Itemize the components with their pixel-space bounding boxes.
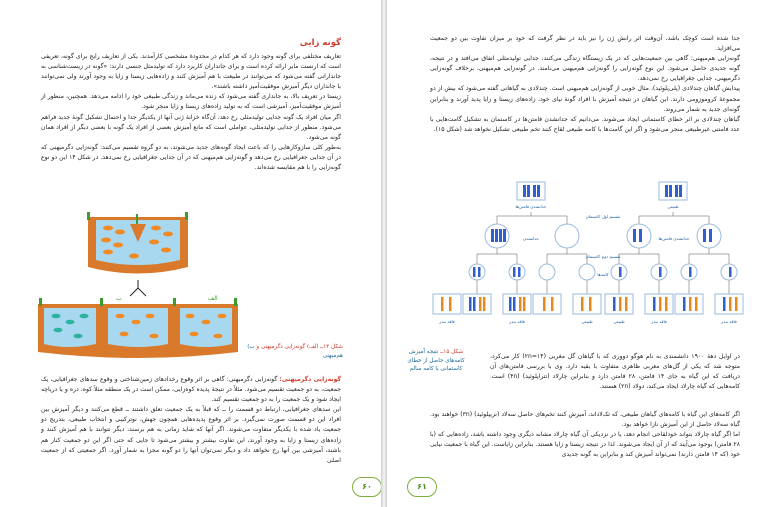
paragraph: پیدایش گیاهان چندلادی (پلی‌پلوئید)، مثال خوبی از گونه‌زایی هم‌میهنی است. چندلادی به گیاهانی گفته می‌شود که بیش از دو مجموعهٔ کروموزومی دارند. این گیاهان در نتیجه آمیزش با افراد گونهٔ نیای خود، زاده‌های زیستا و زایا پدید آورند و بنابراین گونه‌ای جدید به شمار می‌روند.: [430, 85, 740, 113]
fate-label: فاقد بندر: [509, 319, 525, 324]
fish: [151, 226, 161, 231]
paragraph: این سدهای جغرافیایی، ارتباط دو قسمت را ــ که قبلاً به یک جمعیت تعلق داشتند ــ قطع می‌کنند و دیگر آمیزش بین افراد این دو قسمت صورت نمی‌گیرد. بر اثر وقوع پدیده‌هایی همچون جهش، نوترکیبی و انتخاب طبیعی، بتدریج دو جمعیت یاد شده با یکدیگر متفاوت می‌شوند. اگر آنها که شاید زمانی به هم برسند، دیگر نتوانند با هم آمیزش کنند و زاده‌های زیستا و زایا به وجود آورند، این تفاوت بیشتر و بیشتر می‌شود تا جایی که حتی اگر این دو جمعیت کنار هم باشند، آمیزشی بین آنها رخ نخواهد داد و دیگر نمی‌توان آنها را دو گونه مجزا به شمار آورد. اگر جمعیتی که از جمعیت اصلی: [41, 406, 341, 464]
bottom-basin-water-left: [44, 308, 96, 347]
fate-label: طبیعی: [581, 319, 593, 324]
bottom-basin-water-right: [180, 308, 232, 347]
fate-label: فاقد بندر: [721, 319, 737, 324]
paragraph: اگر میان افراد یک گونه جدایی تولیدمثلی رخ دهد، آن‌گاه خزانهٔ ژنی آنها از یکدیگر جدا و احتمال تشکیل گونهٔ جدید فراهم می‌شود. منظور از جدایی تولیدمثلی، عواملی است که مانع آمیزش بعضی از افراد یک گونه با بعضی دیگر از افراد همان گونه می‌شود.: [41, 113, 341, 141]
fish: [54, 328, 63, 333]
branch-arrows: [130, 280, 146, 296]
page-number: ۶۰: [352, 477, 381, 497]
plant: [136, 214, 138, 224]
page-number: ۶۱: [407, 477, 437, 497]
fish: [149, 240, 159, 245]
paragraph: زیستا در تعریف بالا، به جانداری گفته می‌شود که زنده می‌ماند و زندگی طبیعی خود را ادامه می‌دهد. همچنین، منظور از آمیزش موفقیت‌آمیز، آمیزشی است که به تولید زاده‌های زیستا و زایا منجر شود.: [41, 93, 341, 111]
polyploidy-text-continued: [430, 410, 740, 460]
sympatric-text: [430, 34, 740, 135]
fish: [186, 314, 195, 319]
caption-rest: ب) هم‌میهنی: [247, 344, 343, 359]
nondisjunction-label-left: جدانشدن: [522, 236, 540, 241]
figure-14-caption: [243, 343, 343, 360]
parent-label-left: جدانشدن فامتن‌ها: [515, 204, 547, 209]
paragraph: گونه‌زایی هم‌میهنی: گاهی بین جمعیت‌هایی که در یک زیستگاه زندگی می‌کنند، جدایی تولیدمثلی اتفاق می‌افتد و در نتیجه، گونه جدیدی حاصل می‌شود. این نوع گونه‌زایی را گونه‌زایی هم‌میهنی می‌نامند. در گونه‌زایی هم‌میهنی، برخلاف گونه‌زایی دگرمیهنی، جدایی جغرافیایی رخ نمی‌دهد.: [430, 55, 740, 83]
caption-key: شکل ۱۵ــ: [440, 349, 464, 355]
allopatric-text: [41, 375, 341, 466]
fish: [80, 314, 89, 319]
fish: [129, 254, 139, 259]
left-page: [0, 0, 381, 507]
paragraph: اگر کامه‌های این گیاه با کامه‌های گیاهان طبیعی، که تک‌لاد‌اند، آمیزش کنند تخم‌های حاصل سه‌لاد (تریپلوئید) (۳n) خواهند بود. گیاه سه‌لاد حاصل از این آمیزش نازا خواهد بود.: [430, 411, 740, 429]
fish: [218, 314, 227, 319]
meiosis-1-label: تقسیم اول کاستمان: [585, 214, 621, 219]
polyploidy-text: [490, 352, 740, 392]
fish: [101, 238, 111, 243]
figure-label-b: ب: [116, 295, 122, 302]
meiosis-2-label: تقسیم دوم کاستمان: [585, 254, 621, 259]
paragraph: [41, 375, 341, 405]
meiosis-diagram: [427, 178, 747, 343]
nondisjunction-label-right: جدانشدن فامتن‌ها: [658, 236, 690, 241]
gametes-label: کامه‌ها: [597, 272, 609, 277]
fish: [115, 230, 125, 235]
fish: [66, 320, 75, 325]
paragraph-body: گونه‌زایی دگرمیهنی: گاهی بر اثر وقوع رخدادهای زمین‌شناختی و وقوع سدهای جغرافیایی، یک جمعیت، به دو جمعیت تقسیم می‌شود. مثلاً در نتیجهٔ پدیده کوه‌زایی، ممکن است در یک منطقه مثلاً کوه، دره و یا دریاچه ایجاد شود و یک جمعیت را به دو جمعیت تقسیم کند.: [41, 376, 341, 404]
plant: [234, 298, 237, 306]
fish: [103, 250, 113, 255]
fish: [202, 320, 211, 325]
paragraph: اما اگر گیاه چارلاد بتواند خودلقاحی انجام دهد، یا در نزدیکی آن گیاه چارلاد مشابه دیگری وجود داشته باشد، زاده‌هایی که (با ۲۸ فامتن) بوجود می‌آیند که از آن ایجاد می‌شوند. لذا در نتیجه زیستا و زایا هستند. بنابراین زایاست. این گیاه با جمعیت نیایی خود (که ۱۴ فامتن دارند) نمی‌تواند آمیزش کند و بنابراین به گونه جدیدی: [430, 431, 740, 459]
plant: [173, 298, 176, 306]
fish: [190, 332, 199, 337]
fish: [132, 320, 141, 325]
figure-label-a: الف: [208, 295, 218, 302]
fish: [113, 243, 123, 248]
paragraph: جدا شده است کوچک باشد، آن‌وقت اثر رانش ژن را نیز باید در نظر گرفت که خود بر میزان تفاوت بین دو جمعیت می‌افزاید.: [430, 35, 740, 53]
bottom-basin-water-mid: [108, 308, 168, 347]
paragraph: در اوایل دههٔ ۱۹۰۰ دانشمندی به نام هوگو دووری که با گیاهان گل مغربی (۱۴=۲n) کار می‌کرد، متوجه شد که یکی از گل‌های مغربی ظاهری متفاوت با بقیه دارد. وی با بررسی فامتن‌های آن دریافت که این گیاه به جای ۱۴ فامتن، ۲۸ فامتن دارد و بنابراین چارلاد (تترا‌پلوئید) (۴n) است. کامه‌هایی که گیاه چارلاد ایجاد می‌کند، دولاد (۲n) هستند.: [490, 353, 740, 391]
fish: [214, 334, 223, 339]
speciation-illustration: [38, 212, 238, 362]
plant: [87, 212, 90, 220]
parent-cell-left: [517, 182, 545, 200]
fate-label: فاقد بندر: [651, 319, 667, 324]
fate-label: طبیعی: [613, 319, 625, 324]
fish: [120, 332, 129, 337]
fish: [103, 226, 113, 231]
fish: [161, 248, 171, 253]
caption-key: شکل ۱۴ــ الف) گونه‌زایی دگرمیهنی و: [256, 344, 343, 350]
parent-label-right: طبیعی: [667, 204, 679, 209]
fish: [116, 314, 125, 319]
intro-text: [41, 52, 341, 173]
connector-lines: [477, 212, 729, 294]
fate-label: فاقد بندر: [439, 319, 455, 324]
fish: [150, 334, 159, 339]
plant: [185, 212, 188, 220]
paragraph: به‌طور کلی سازوکارهایی را که باعث ایجاد گونه‌های جدید می‌شوند، به دو گروه تقسیم می‌کنند: گونه‌زایی دگرمیهنی که در آن جدایی جغرافیایی رخ می‌دهد و گونه‌زایی هم‌میهنی که در آن جدایی جغرافیایی رخ نمی‌دهد. در شکل ۱۴ این دو نوع گونه‌زایی را با هم مقایسه شده‌اند.: [41, 143, 341, 172]
fish: [146, 314, 155, 319]
figure-15-caption: [399, 348, 473, 374]
right-page: [387, 0, 768, 507]
paragraph: تعاریف مختلفی برای گونه وجود دارد که هر کدام در محدودهٔ مشخصی کارآمدند. یکی از تعاریف رایج برای گونه، تعریفی است که ارنست مایر ارائه کرده است و برای جانداران کاربرد دارد که تولیدمثل جنسی دارند: «گونه در زیست‌شناسی به جاندارانی گفته می‌شود که می‌توانند در طبیعت با هم آمیزش کنند و زاده‌هایی زیستا و زایا به وجود آورند ولی نمی‌توانند با جانداران دیگر آمیزش موفقیت‌آمیز داشته باشند».: [41, 53, 341, 91]
subheading: گونه‌زایی دگرمیهنی:: [279, 376, 342, 383]
fish: [163, 232, 173, 237]
section-heading: گونه زایی: [299, 38, 341, 48]
zygote-fate-labels: [438, 319, 736, 324]
plant: [39, 298, 42, 306]
fish: [74, 334, 83, 339]
caption-rest: نتیجه آمیزش کامه‌های حاصل از خطای کاستمانی با کامه سالم: [407, 349, 465, 372]
parent-cell-right: [659, 182, 687, 200]
paragraph: گیاهان چندلادی بر اثر خطای کاستمانی ایجاد می‌شوند. می‌دانیم که جدانشدن فامتن‌ها در کاستمان به تشکیل گامت‌هایی با عدد فامتنی غیرطبیعی منجر می‌شود و اگر این گامت‌ها با کامه طبیعی لقاح کنند تخم طبیعی تشکیل نخواهد شد (شکل ۱۵).: [430, 115, 740, 133]
plant: [100, 298, 103, 306]
fish: [52, 314, 61, 319]
